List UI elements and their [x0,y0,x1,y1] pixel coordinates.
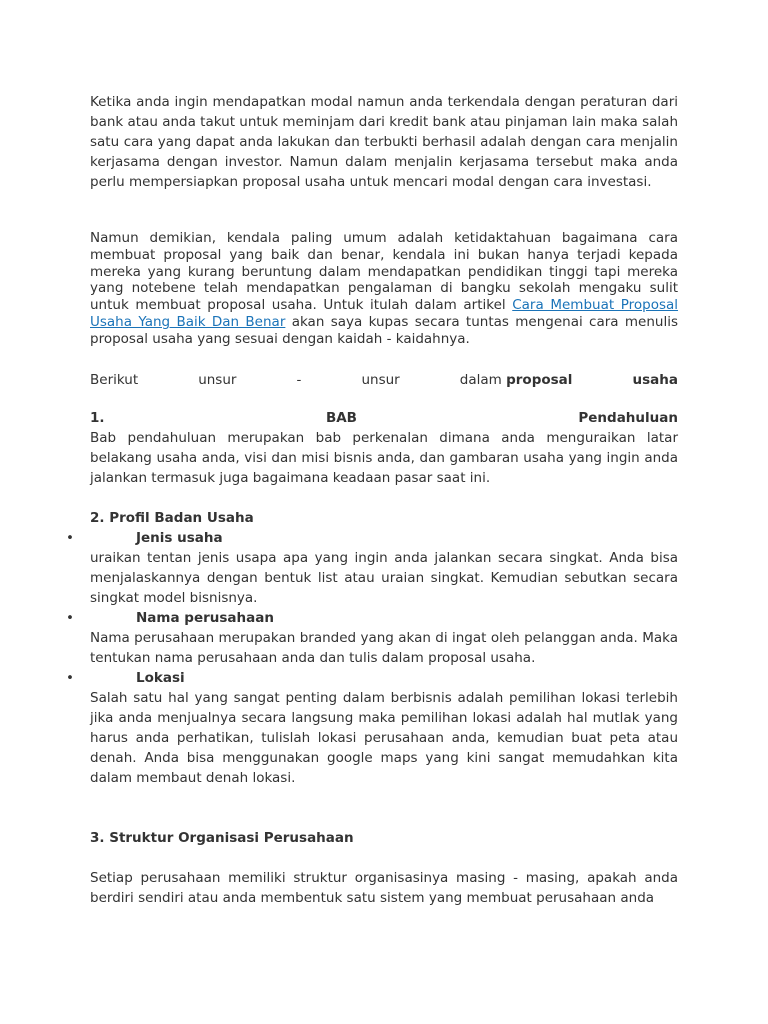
article-link[interactable]: Cara Membuat Proposal Usaha Yang Baik Dan Benar [90,297,679,330]
intro-paragraph: Ketika anda ingin mendapatkan modal namun anda terkendala dengan peraturan dari bank atau anda takut untuk meminjam dari kredit bank atau pinjaman lain maka salah satu cara yang dapat anda lakukan dan terbukti berhasil adalah dengan cara menjalin kerjasama dengan investor. Namun dalam menjalin kerjasama tersebut maka anda perlu mempersiapkan proposal usaha untuk mencari modal dengan cara investasi. [90,94,678,190]
unsur-word-bold: proposal [506,371,573,388]
bullet-item-lokasi [66,668,678,688]
section1-heading [90,408,678,428]
bullet-label: Lokasi [136,669,185,686]
bullet-item-nama-perusahaan [66,608,678,628]
section1-word-pendahuluan: Pendahuluan [578,409,678,426]
bullet-dot: • [66,669,74,686]
unsur-word: unsur [361,371,400,388]
second-paragraph [90,230,678,348]
section1-word-bab: BAB [325,409,357,426]
bullet-body: Salah satu hal yang sangat penting dalam berbisnis adalah pemilihan lokasi terlebih jika anda menjualnya secara langsung maka pemilihan lokasi adalah hal mutlak yang harus anda perhatikan, tulislah lokasi perusahaan anda, kemudian buat peta atau denah. Anda bisa menggunakan google maps yang kini sangat memudahkan kita dalam membaut denah lokasi. [90,689,678,786]
unsur-word: Berikut [90,371,139,388]
section2-heading: 2. Profil Badan Usaha [90,509,254,526]
unsur-word: dalam [459,371,502,388]
bullet-dot: • [66,609,74,626]
second-paragraph-text-before: Namun demikian, kendala paling umum adalah ketidaktahuan bagaimana cara membuat proposal yang baik dan benar, kendala ini bukan hanya terjadi kepada mereka yang kurang beruntung dalam mendapatkan pendidikan tinggi tapi mereka yang notebene telah mendapatkan pengalaman di bangku sekolah mengaku sulit untuk membuat proposal usaha. Untuk itulah dalam artikel [90,230,678,314]
section1-body: Bab pendahuluan merupakan bab perkenalan dimana anda menguraikan latar belakang usaha anda, visi dan misi bisnis anda, dan gambaran usaha yang ingin anda jalankan termasuk juga bagaimana keadaan pasar saat ini. [90,429,678,486]
bullet-body: Nama perusahaan merupakan branded yang akan di ingat oleh pelanggan anda. Maka tentukan nama perusahaan anda dan tulis dalam proposal usaha. [90,629,678,666]
bullet-item-jenis-usaha [66,528,678,548]
section3-heading: 3. Struktur Organisasi Perusahaan [90,829,354,846]
unsur-word: unsur [198,371,237,388]
bullet-body: uraikan tentan jenis usapa apa yang ingin anda jalankan secara singkat. Anda bisa menjalaskannya dengan bentuk list atau uraian singkat. Kemudian sebutkan secara singkat model bisnisnya. [90,549,678,606]
unsur-line [90,370,678,390]
unsur-word: - [296,371,302,388]
second-paragraph-text-after: akan saya kupas secara tuntas mengenai cara menulis proposal usaha yang sesuai dengan kaidah - kaidahnya. [90,313,678,347]
unsur-word-bold: usaha [632,371,678,388]
bullet-dot: • [66,529,74,546]
section1-number: 1. [90,409,105,426]
bullet-label: Jenis usaha [136,529,223,546]
unsur-phrase [460,370,573,390]
section3-body: Setiap perusahaan memiliki struktur organisasinya masing - masing, apakah anda berdiri sendiri atau anda membentuk satu sistem yang membuat perusahaan anda [90,869,678,906]
document-page [66,92,679,908]
bullet-label: Nama perusahaan [136,609,274,626]
